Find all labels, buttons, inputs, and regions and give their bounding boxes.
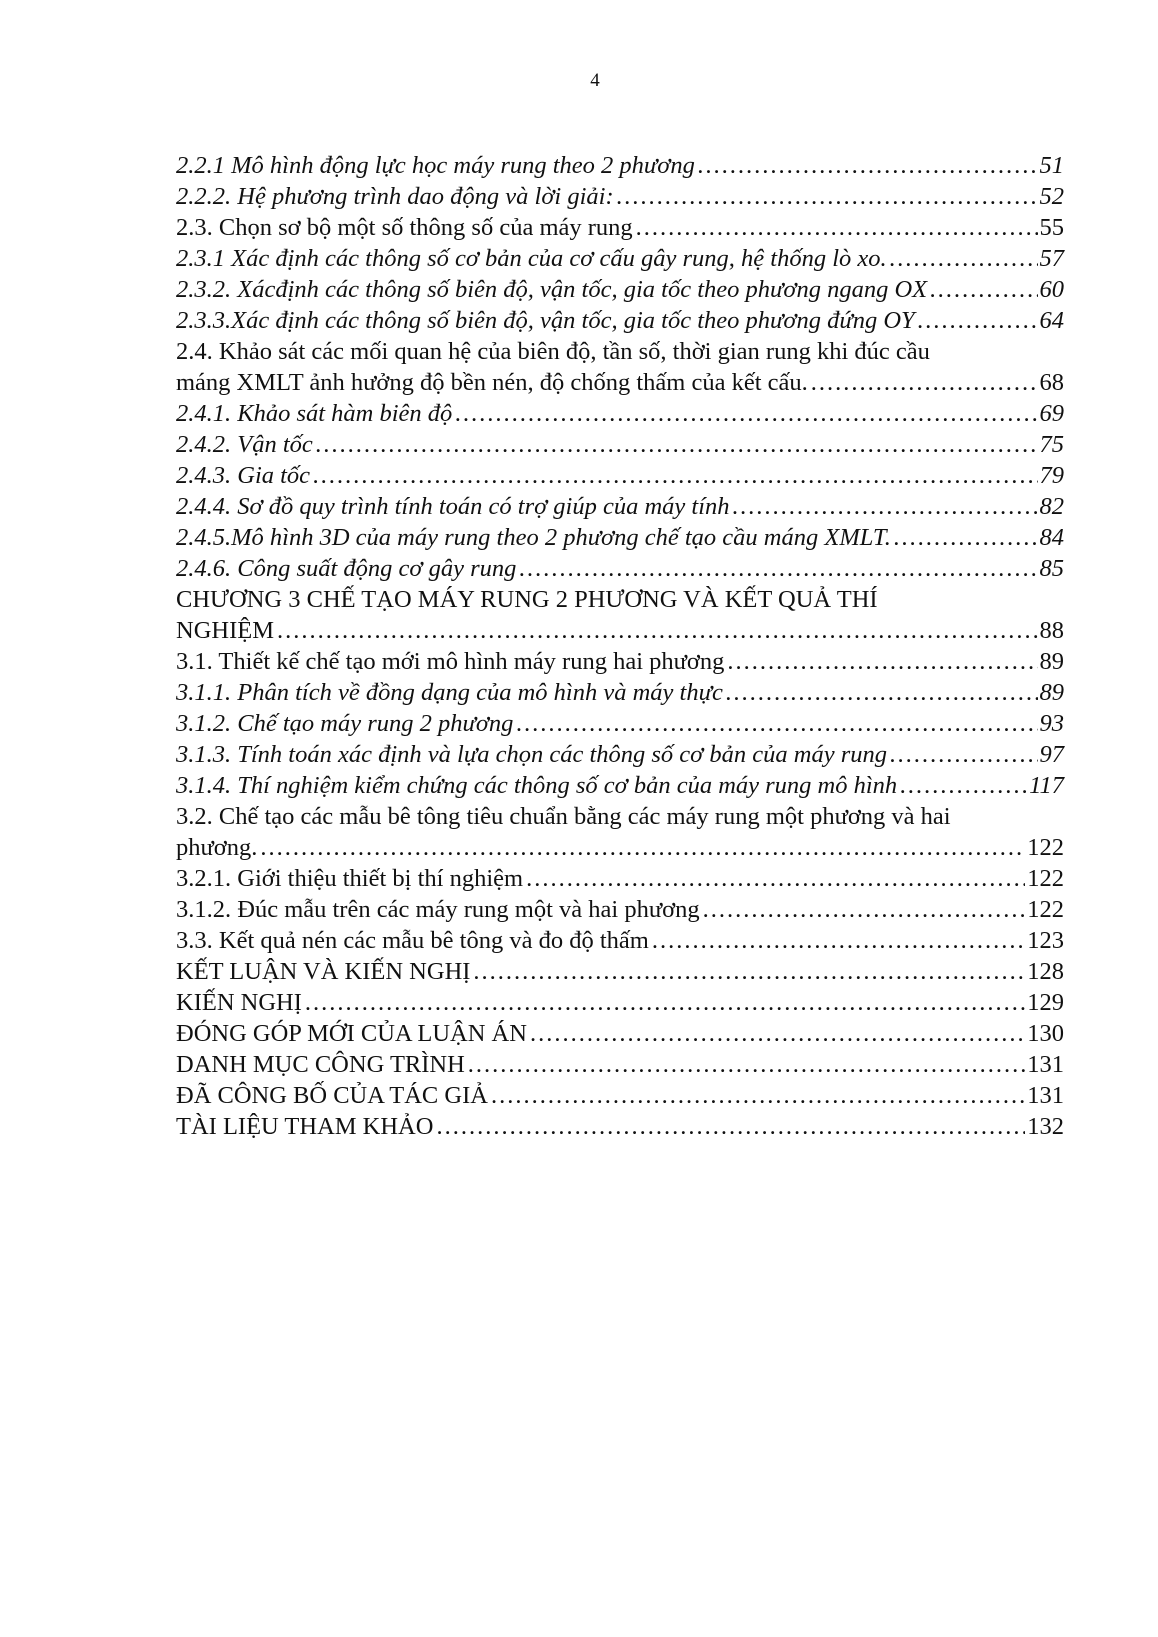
toc-entry-2-3[interactable]: [176, 212, 1064, 243]
toc-entry-page: 131: [1027, 1051, 1064, 1078]
toc-entry-title: 3.1.1. Phân tích về đồng dạng của mô hình và máy thực: [176, 679, 723, 706]
toc-entry-3-2-line-1[interactable]: [176, 801, 1064, 832]
toc-entry-page: 52: [1039, 183, 1064, 210]
toc-entry-2-4-5[interactable]: [176, 522, 1064, 553]
toc-entry-title: 2.4.1. Khảo sát hàm biên độ: [176, 400, 453, 427]
toc-dot-leader: [316, 429, 1038, 460]
toc-entry-page: 122: [1027, 834, 1064, 861]
toc-entry-page: 68: [1039, 369, 1064, 396]
toc-entry-page: 129: [1027, 989, 1064, 1016]
toc-entry-title: 3.1.2. Chế tạo máy rung 2 phương: [176, 710, 514, 737]
toc-entry-title: 2.2.1 Mô hình động lực học máy rung theo 2 phương: [176, 152, 695, 179]
toc-entry-page: 130: [1027, 1020, 1064, 1047]
toc-entry-3-3[interactable]: [176, 925, 1064, 956]
toc-dot-leader: [455, 398, 1037, 429]
toc-entry-2-3-1[interactable]: [176, 243, 1064, 274]
toc-entry-3-2-line-2[interactable]: [176, 832, 1064, 863]
toc-entry-title: 2.4.6. Công suất động cơ gây rung: [176, 555, 517, 582]
toc-entry-page: 55: [1039, 214, 1064, 241]
toc-entry-page: 89: [1039, 679, 1064, 706]
toc-dot-leader: [703, 894, 1026, 925]
toc-entry-page: 88: [1039, 617, 1064, 644]
toc-dot-leader: [519, 553, 1037, 584]
toc-entry-page: 75: [1039, 431, 1064, 458]
toc-entry-title: 2.3.2. Xácđịnh các thông số biên độ, vận tốc, gia tốc theo phương ngang OX: [176, 276, 928, 303]
toc-dot-leader: [526, 863, 1025, 894]
toc-entry-3-1-4[interactable]: [176, 770, 1064, 801]
toc-entry-title: 2.4.4. Sơ đồ quy trình tính toán có trợ giúp của máy tính: [176, 493, 730, 520]
toc-dot-leader: [617, 181, 1038, 212]
toc-dot-leader: [727, 646, 1037, 677]
table-of-contents: [176, 150, 1064, 1142]
toc-entry-title: 3.2. Chế tạo các mẫu bê tông tiêu chuẩn bằng các máy rung một phương và hai: [176, 803, 951, 830]
toc-entry-page: 131: [1027, 1082, 1064, 1109]
toc-dot-leader: [930, 274, 1037, 305]
toc-entry-2-3-3[interactable]: [176, 305, 1064, 336]
toc-entry-page: 85: [1039, 555, 1064, 582]
toc-entry-page: 122: [1027, 896, 1064, 923]
toc-entry-title: KẾT LUẬN VÀ KIẾN NGHỊ: [176, 958, 471, 985]
toc-entry-title-continuation: NGHIỆM: [176, 617, 274, 644]
toc-entry-2-4-1[interactable]: [176, 398, 1064, 429]
toc-entry-title-continuation: máng XMLT ảnh hưởng độ bền nén, độ chống thấm của kết cấu.: [176, 369, 808, 396]
toc-entry-conclusion[interactable]: [176, 956, 1064, 987]
toc-entry-title: CHƯƠNG 3 CHẾ TẠO MÁY RUNG 2 PHƯƠNG VÀ KẾT QUẢ THÍ: [176, 586, 878, 613]
toc-entry-page: 123: [1027, 927, 1064, 954]
toc-entry-page: 64: [1039, 307, 1064, 334]
toc-entry-2-2-2[interactable]: [176, 181, 1064, 212]
toc-entry-title: DANH MỤC CÔNG TRÌNH: [176, 1051, 465, 1078]
toc-entry-title: 3.1.2. Đúc mẫu trên các máy rung một và hai phương: [176, 896, 700, 923]
toc-entry-page: 51: [1039, 152, 1064, 179]
toc-dot-leader: [900, 770, 1027, 801]
toc-entry-2-4-3[interactable]: [176, 460, 1064, 491]
toc-entry-page: 97: [1039, 741, 1064, 768]
toc-entry-page: 132: [1027, 1113, 1064, 1140]
toc-entry-title: ĐÓNG GÓP MỚI CỦA LUẬN ÁN: [176, 1020, 527, 1047]
toc-entry-title: 3.2.1. Giới thiệu thiết bị thí nghiệm: [176, 865, 524, 892]
toc-entry-page: 84: [1039, 524, 1064, 551]
toc-entry-page: 60: [1039, 276, 1064, 303]
toc-entry-2-2-1[interactable]: [176, 150, 1064, 181]
toc-entry-page: 69: [1039, 400, 1064, 427]
toc-entry-page: 93: [1039, 710, 1064, 737]
toc-dot-leader: [652, 925, 1025, 956]
toc-entry-title: 2.4.2. Vận tốc: [176, 431, 313, 458]
toc-entry-page: 128: [1027, 958, 1064, 985]
toc-entry-title: 2.2.2. Hệ phương trình dao động và lời giải:: [176, 183, 614, 210]
toc-entry-page: 79: [1039, 462, 1064, 489]
toc-entry-2-4-line-1[interactable]: [176, 336, 1064, 367]
toc-entry-title: 2.3.1 Xác định các thông số cơ bản của cơ cấu gây rung, hệ thống lò xo.: [176, 245, 887, 272]
toc-entry-chapter-3-line-2[interactable]: [176, 615, 1064, 646]
toc-entry-page: 57: [1039, 245, 1064, 272]
toc-dot-leader: [811, 367, 1038, 398]
toc-entry-page: 122: [1027, 865, 1064, 892]
toc-dot-leader: [305, 987, 1025, 1018]
toc-entry-page: 89: [1039, 648, 1064, 675]
toc-entry-title: 2.4.5.Mô hình 3D của máy rung theo 2 phương chế tạo cầu máng XMLT.: [176, 524, 891, 551]
page-number: 4: [590, 70, 600, 91]
toc-entry-3-1-3[interactable]: [176, 739, 1064, 770]
toc-dot-leader: [436, 1111, 1025, 1142]
toc-entry-title: 2.3.3.Xác định các thông số biên độ, vận tốc, gia tốc theo phương đứng OY: [176, 307, 915, 334]
toc-entry-3-1[interactable]: [176, 646, 1064, 677]
toc-entry-2-4-2[interactable]: [176, 429, 1064, 460]
toc-dot-leader: [698, 150, 1038, 181]
toc-dot-leader: [530, 1018, 1025, 1049]
toc-dot-leader: [918, 305, 1038, 336]
toc-dot-leader: [277, 615, 1038, 646]
toc-dot-leader: [894, 522, 1038, 553]
toc-entry-3-1-2[interactable]: [176, 708, 1064, 739]
toc-entry-contributions[interactable]: [176, 1018, 1064, 1049]
toc-entry-title: 3.3. Kết quả nén các mẫu bê tông và đo độ thấm: [176, 927, 649, 954]
toc-entry-page: 82: [1039, 493, 1064, 520]
toc-entry-title: TÀI LIỆU THAM KHẢO: [176, 1113, 434, 1140]
toc-entry-page: 117: [1029, 772, 1064, 799]
toc-entry-recommendation[interactable]: [176, 987, 1064, 1018]
toc-entry-title: 2.3. Chọn sơ bộ một số thông số của máy rung: [176, 214, 633, 241]
toc-entry-2-4-4[interactable]: [176, 491, 1064, 522]
toc-entry-3-1-1[interactable]: [176, 677, 1064, 708]
toc-entry-title: 2.4.3. Gia tốc: [176, 462, 311, 489]
toc-entry-2-3-2[interactable]: [176, 274, 1064, 305]
toc-dot-leader: [260, 832, 1025, 863]
toc-entry-title: 3.1.4. Thí nghiệm kiểm chứng các thông số cơ bản của máy rung mô hình: [176, 772, 898, 799]
toc-entry-3-1-2-casting[interactable]: [176, 894, 1064, 925]
toc-dot-leader: [468, 1049, 1025, 1080]
toc-entry-published-by-author[interactable]: [176, 1080, 1064, 1111]
toc-dot-leader: [473, 956, 1025, 987]
toc-entry-chapter-3-line-1[interactable]: [176, 584, 1064, 615]
toc-dot-leader: [890, 243, 1038, 274]
toc-entry-2-4-6[interactable]: [176, 553, 1064, 584]
toc-dot-leader: [516, 708, 1037, 739]
toc-entry-references[interactable]: [176, 1111, 1064, 1142]
toc-dot-leader: [636, 212, 1038, 243]
toc-dot-leader: [890, 739, 1038, 770]
toc-dot-leader: [726, 677, 1038, 708]
toc-entry-title-continuation: phương.: [176, 834, 258, 861]
toc-entry-title: 2.4. Khảo sát các mối quan hệ của biên độ, tần số, thời gian rung khi đúc cầu: [176, 338, 930, 365]
toc-entry-title: ĐÃ CÔNG BỐ CỦA TÁC GIẢ: [176, 1082, 488, 1109]
toc-entry-title: 3.1. Thiết kế chế tạo mới mô hình máy rung hai phương: [176, 648, 725, 675]
toc-entry-publications[interactable]: [176, 1049, 1064, 1080]
toc-dot-leader: [491, 1080, 1025, 1111]
toc-dot-leader: [733, 491, 1038, 522]
toc-entry-title: KIẾN NGHỊ: [176, 989, 302, 1016]
toc-dot-leader: [313, 460, 1037, 491]
toc-entry-2-4-line-2[interactable]: [176, 367, 1064, 398]
toc-entry-3-2-1[interactable]: [176, 863, 1064, 894]
toc-entry-title: 3.1.3. Tính toán xác định và lựa chọn các thông số cơ bản của máy rung: [176, 741, 887, 768]
